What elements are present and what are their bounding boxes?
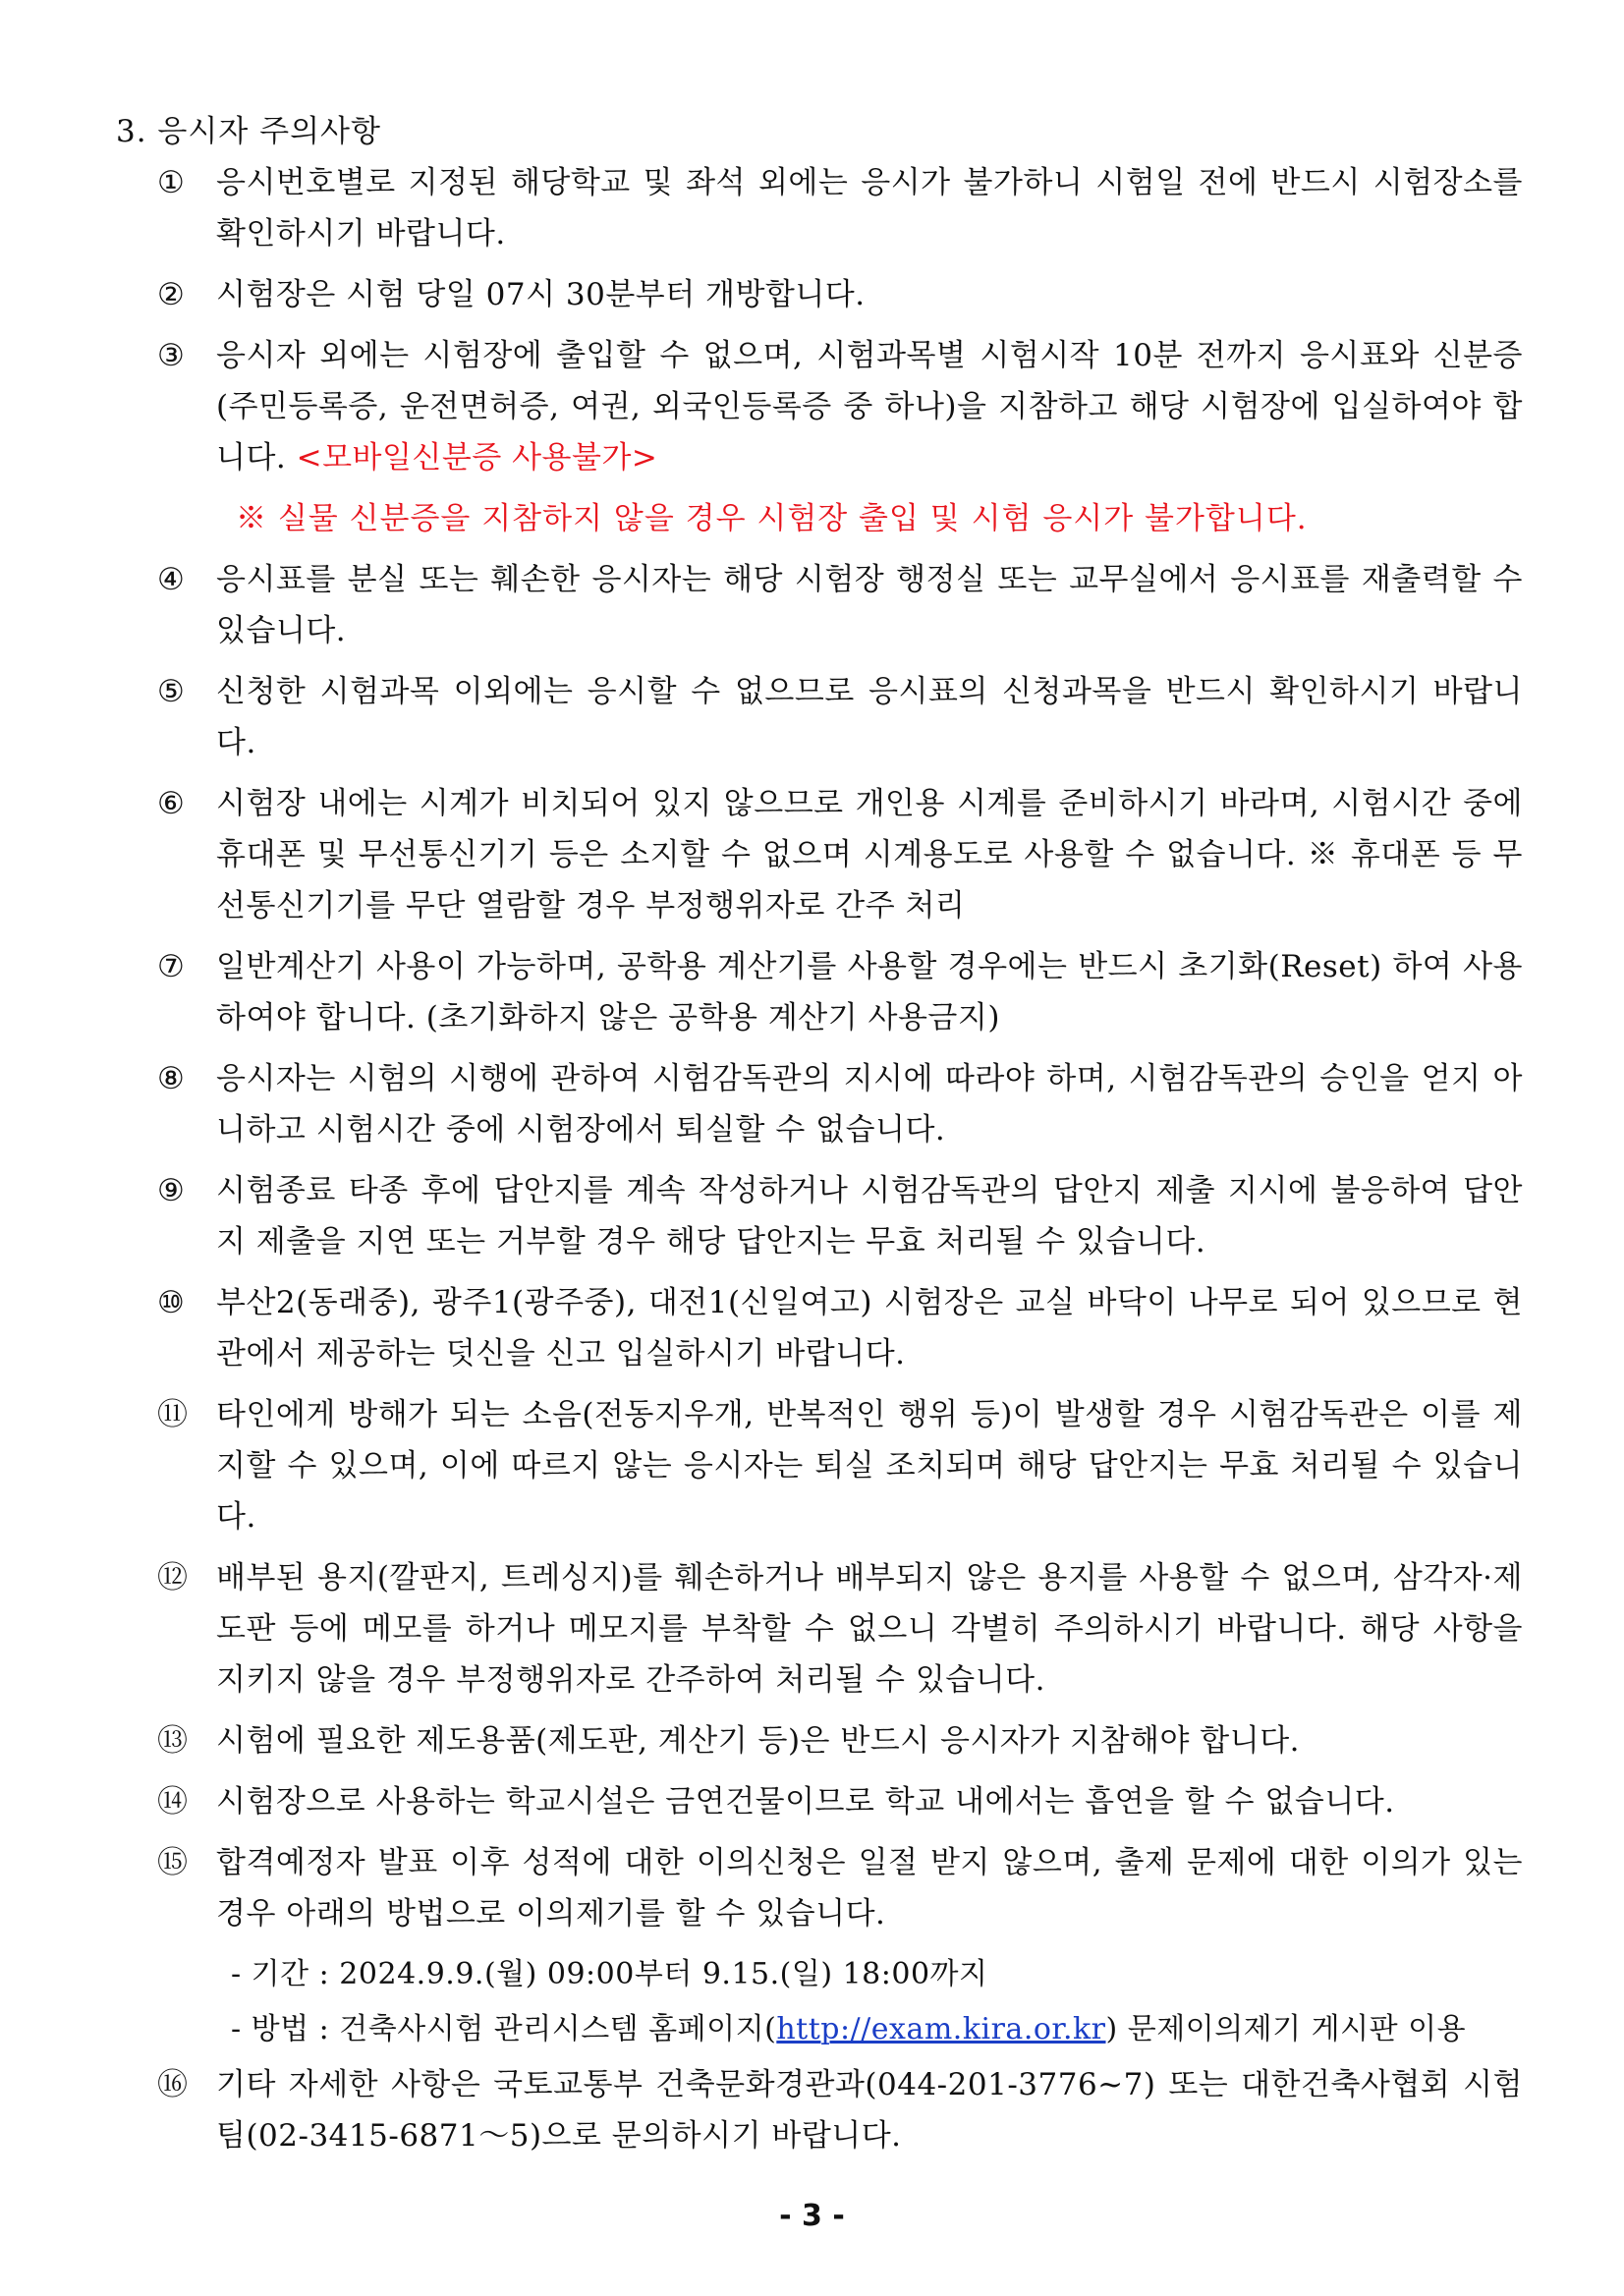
id-warning: ※ 실물 신분증을 지참하지 않을 경우 시험장 출입 및 시험 응시가 불가합니다.	[236, 501, 1308, 536]
item-text: 일반계산기 사용이 가능하며, 공학용 계산기를 사용할 경우에는 반드시 초기화(Reset) 하여 사용하여야 합니다. (초기화하지 않은 공학용 계산기 사용금지)	[216, 949, 1523, 1036]
item-text: 응시표를 분실 또는 훼손한 응시자는 해당 시험장 행정실 또는 교무실에서 응시표를 재출력할 수 있습니다.	[216, 562, 1523, 648]
item-text: 시험에 필요한 제도용품(제도판, 계산기 등)은 반드시 응시자가 지참해야 합니다.	[216, 1723, 1300, 1759]
item-text: 기타 자세한 사항은 국토교통부 건축문화경관과(044-201-3776~7) 또는 대한건축사협회 시험팀(02-3415-6871～5)으로 문의하시기 바랍니다.	[216, 2067, 1523, 2154]
item-number: ⑦	[157, 949, 185, 984]
item-number: ⑪	[157, 1397, 188, 1432]
item-text: 응시자는 시험의 시행에 관하여 시험감독관의 지시에 따라야 하며, 시험감독관의 승인을 얻지 아니하고 시험시간 중에 시험장에서 퇴실할 수 없습니다.	[216, 1061, 1523, 1148]
item-number: ⑫	[157, 1560, 188, 1596]
item-text: 시험종료 타종 후에 답안지를 계속 작성하거나 시험감독관의 답안지 제출 지시에 불응하여 답안지 제출을 지연 또는 거부할 경우 해당 답안지는 무효 처리될 수 있습니다.	[216, 1173, 1523, 1260]
notice-item-6	[157, 778, 1523, 931]
notice-item-7	[157, 941, 1523, 1043]
notice-item-1	[157, 157, 1523, 259]
item-text: 시험장 내에는 시계가 비치되어 있지 않으므로 개인용 시계를 준비하시기 바라며, 시험시간 중에 휴대폰 및 무선통신기기 등은 소지할 수 없으며 시계용도로 사용할 수 없습니다. ※ 휴대폰 등 무선통신기기를 무단 열람할 경우 부정행위자로 간주 처리	[216, 786, 1523, 924]
notice-item-14	[157, 1776, 1523, 1827]
notice-item-8	[157, 1053, 1523, 1155]
item-number: ⑤	[157, 674, 185, 709]
section-heading: 3. 응시자 주의사항	[116, 114, 381, 149]
notice-item-16	[157, 2059, 1523, 2161]
item-text: 타인에게 방해가 되는 소음(전동지우개, 반복적인 행위 등)이 발생할 경우 시험감독관은 이를 제지할 수 있으며, 이에 따르지 않는 응시자는 퇴실 조치되며 해당 답안지는 무효 처리될 수 있습니다.	[216, 1397, 1523, 1535]
page-number: - 3 -	[779, 2199, 845, 2233]
item-number: ⑬	[157, 1723, 188, 1759]
notice-list	[157, 157, 1523, 2171]
notice-item-11	[157, 1389, 1523, 1542]
item-number: ⑯	[157, 2067, 188, 2102]
notice-item-9	[157, 1165, 1523, 1267]
item-number: ⑩	[157, 1285, 185, 1320]
item-number: ②	[157, 277, 185, 312]
exam-homepage-link[interactable]: http://exam.kira.or.kr	[776, 2012, 1106, 2046]
appeal-method-prefix: - 방법 : 건축사시험 관리시스템 홈페이지(	[231, 2012, 777, 2046]
notice-item-4	[157, 554, 1523, 656]
item-number: ④	[157, 562, 185, 597]
item-number: ③	[157, 338, 185, 373]
notice-item-12	[157, 1552, 1523, 1706]
appeal-method-suffix: ) 문제이의제기 게시판 이용	[1105, 2012, 1467, 2046]
item-text: 합격예정자 발표 이후 성적에 대한 이의신청은 일절 받지 않으며, 출제 문제에 대한 이의가 있는 경우 아래의 방법으로 이의제기를 할 수 있습니다.	[216, 1845, 1523, 1932]
item-text: 응시번호별로 지정된 해당학교 및 좌석 외에는 응시가 불가하니 시험일 전에 반드시 시험장소를 확인하시기 바랍니다.	[216, 165, 1523, 252]
item-number: ⑭	[157, 1784, 188, 1820]
item-text: 응시자 외에는 시험장에 출입할 수 없으며, 시험과목별 시험시작 10분 전까지 응시표와 신분증(주민등록증, 운전면허증, 여권, 외국인등록증 중 하나)을 지참하고 해당 시험장에 입실하여야 합니다.	[216, 338, 1523, 476]
item-number: ⑥	[157, 786, 185, 821]
item-text: 신청한 시험과목 이외에는 응시할 수 없으므로 응시표의 신청과목을 반드시 확인하시기 바랍니다.	[216, 674, 1523, 760]
item-number: ⑮	[157, 1845, 188, 1880]
notice-item-10	[157, 1277, 1523, 1379]
notice-item-5	[157, 666, 1523, 768]
item-text: 시험장으로 사용하는 학교시설은 금연건물이므로 학교 내에서는 흡연을 할 수 없습니다.	[216, 1784, 1395, 1820]
notice-item-2	[157, 269, 1523, 320]
item-number: ⑧	[157, 1061, 185, 1096]
notice-item-13	[157, 1715, 1523, 1766]
appeal-method	[157, 2004, 1523, 2055]
item-text: 부산2(동래중), 광주1(광주중), 대전1(신일여고) 시험장은 교실 바닥이 나무로 되어 있으므로 현관에서 제공하는 덧신을 신고 입실하시기 바랍니다.	[216, 1285, 1523, 1372]
notice-item-3	[157, 330, 1523, 483]
item-text-wrapper	[216, 330, 1523, 483]
item-text: 시험장은 시험 당일 07시 30분부터 개방합니다.	[216, 277, 866, 312]
mobile-id-notice: <모바일신분증 사용불가>	[296, 440, 658, 476]
notice-item-15	[157, 1837, 1523, 1939]
item-number: ⑨	[157, 1173, 185, 1208]
item-number: ①	[157, 165, 185, 200]
item-text: 배부된 용지(깔판지, 트레싱지)를 훼손하거나 배부되지 않은 용지를 사용할 수 없으며, 삼각자·제도판 등에 메모를 하거나 메모지를 부착할 수 없으니 각별히 주의하시기 바랍니다. 해당 사항을 지키지 않을 경우 부정행위자로 간주하여 처리될 수 있습니다.	[216, 1560, 1523, 1698]
appeal-period: - 기간 : 2024.9.9.(월) 09:00부터 9.15.(일) 18:00까지	[231, 1957, 988, 1991]
